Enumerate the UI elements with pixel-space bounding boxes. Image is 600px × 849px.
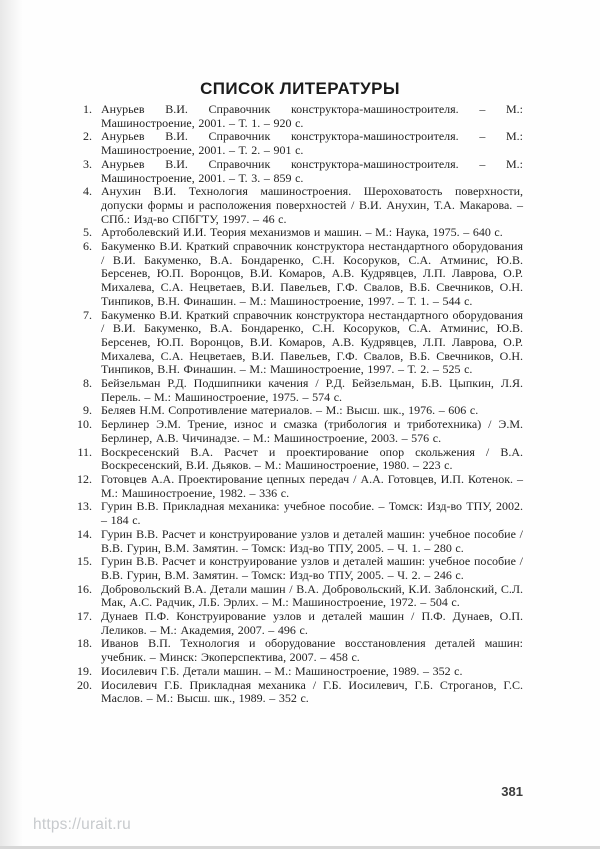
reference-text: Гурин В.В. Прикладная механика: учебное пособие. – Томск: Изд-во ТПУ, 2002. – 184 с. [101, 499, 523, 528]
list-item [68, 404, 523, 418]
reference-number: 10. [77, 417, 92, 432]
reference-number: 9. [83, 403, 92, 418]
reference-number: 13. [77, 499, 92, 514]
list-item [68, 130, 523, 157]
reference-number: 2. [83, 129, 92, 144]
reference-text: Дунаев П.Ф. Конструирование узлов и деталей машин / П.Ф. Дунаев, О.П. Леликов. – М.: Академия, 2007. – 496 с. [101, 609, 523, 637]
list-item [68, 555, 523, 582]
list-item [68, 610, 523, 637]
reference-number: 6. [83, 239, 92, 254]
reference-text: Бакуменко В.И. Краткий справочник конструктора нестандартного оборудования / В.И. Бакуменко, В.А. Бондаренко, С.Н. Косоруков, С.А. Атминис, Ю.В. Берсенев, Ю.П. Воронцов, В.И. Комаров, А.В. Кудрявцев, Л.П. Лаврова, О.Р. Михалева, С.А. Нецветаев, В.И. Павельев, Г.Ф. Свалов, В.Б. Свечников, О.Н. Тинпиков, В.Н. Финашин. – М.: Машиностроение, 1997. – Т. 1. – 544 с. [101, 239, 523, 308]
list-item [68, 500, 523, 527]
reference-list [68, 103, 523, 706]
reference-number: 7. [83, 307, 92, 322]
list-item [68, 637, 523, 664]
list-item [68, 226, 523, 240]
reference-number: 20. [77, 677, 92, 692]
list-item [68, 185, 523, 226]
reference-text: Добровольский В.А. Детали машин / В.А. Добровольский, К.И. Заблонский, С.Л. Мак, А.С. Радчик, Л.Б. Эрлих. – М.: Машиностроение, 1972. – 504 с. [101, 581, 523, 610]
list-item [68, 418, 523, 445]
reference-number: 8. [83, 376, 92, 391]
reference-text: Иосилевич Г.Б. Прикладная механика / Г.Б. Иосилевич, Г.Б. Строганов, Г.С. Маслов. – М.: Высш. шк., 1989. – 352 с. [101, 677, 523, 706]
list-item [68, 309, 523, 378]
reference-text: Анухин В.И. Технология машиностроения. Шероховатость поверхности, допуски формы и расположения поверхностей / В.И. Анухин, Т.А. Макарова. – СПб.: Изд-во СПбГТУ, 1997. – 46 с. [101, 184, 523, 226]
reference-number: 14. [77, 526, 92, 541]
reference-text: Анурьев В.И. Справочник конструктора-машиностроителя. – М.: Машиностроение, 2001. – Т. 2. – 901 с. [101, 129, 523, 158]
watermark-url: https://urait.ru [33, 816, 131, 833]
page-left-edge-shadow [0, 0, 22, 849]
reference-text: Артоболевский И.И. Теория механизмов и машин. – М.: Наука, 1975. – 640 с. [101, 225, 503, 240]
page-number: 381 [501, 784, 523, 799]
reference-number: 3. [83, 156, 92, 171]
reference-number: 4. [83, 184, 92, 199]
reference-text: Анурьев В.И. Справочник конструктора-машиностроителя. – М.: Машиностроение, 2001. – Т. 3. – 859 с. [101, 156, 523, 185]
reference-number: 17. [77, 609, 92, 624]
reference-number: 5. [83, 225, 92, 240]
reference-number: 1. [83, 102, 92, 116]
list-item [68, 446, 523, 473]
reference-text: Воскресенский В.А. Расчет и проектирование опор скольжения / В.А. Воскресенский, В.И. Дьяков. – М.: Машиностроение, 1980. – 223 с. [101, 444, 523, 473]
reference-number: 19. [77, 663, 92, 678]
list-item [68, 473, 523, 500]
reference-text: Иосилевич Г.Б. Детали машин. – М.: Машиностроение, 1989. – 352 с. [101, 663, 463, 678]
reference-text: Гурин В.В. Расчет и конструирование узлов и деталей машин: учебное пособие / В.В. Гурин, В.М. Замятин. – Томск: Изд-во ТПУ, 2005. – Ч. 2. – 246 с. [101, 554, 523, 582]
reference-number: 12. [77, 471, 92, 486]
list-item [68, 679, 523, 706]
reference-number: 16. [77, 581, 92, 596]
list-item [68, 240, 523, 309]
reference-text: Готовцев А.А. Проектирование цепных передач / А.А. Готовцев, И.П. Котенок. – М.: Машиностроение, 1982. – 336 с. [101, 471, 523, 500]
reference-text: Беляев Н.М. Сопротивление материалов. – М.: Высш. шк., 1976. – 606 с. [101, 403, 479, 418]
reference-text: Бейзельман Р.Д. Подшипники качения / Р.Д. Бейзельман, Б.В. Цыпкин, Л.Я. Перель. – М.: Машиностроение, 1975. – 574 с. [101, 376, 523, 404]
list-item [68, 103, 523, 130]
reference-number: 15. [77, 554, 92, 569]
reference-text: Гурин В.В. Расчет и конструирование узлов и деталей машин: учебное пособие / В.В. Гурин, В.М. Замятин. – Томск: Изд-во ТПУ, 2005. – Ч. 1. – 280 с. [101, 526, 523, 555]
reference-number: 11. [77, 444, 92, 459]
reference-number: 18. [77, 636, 92, 651]
reference-text: Иванов В.П. Технология и оборудование восстановления деталей машин: учебник. – Минск: Экоперспектива, 2007. – 458 с. [101, 636, 523, 665]
list-item [68, 528, 523, 555]
list-item [68, 158, 523, 185]
reference-text: Анурьев В.И. Справочник конструктора-машиностроителя. – М.: Машиностроение, 2001. – Т. 1. – 920 с. [101, 102, 523, 130]
reference-text: Берлинер Э.М. Трение, износ и смазка (трибология и триботехника) / Э.М. Берлинер, А.В. Чичинадзе. – М.: Машиностроение, 2003. – 576 с. [101, 417, 523, 445]
list-item [68, 583, 523, 610]
reference-text: Бакуменко В.И. Краткий справочник конструктора нестандартного оборудования / В.И. Бакуменко, В.А. Бондаренко, С.Н. Косоруков, С.А. Атминис, Ю.В. Берсенев, Ю.П. Воронцов, В.И. Комаров, А.В. Кудрявцев, Л.П. Лаврова, О.Р. Михалева, С.А. Нецветаев, В.И. Павельев, Г.Ф. Свалов, В.Б. Свечников, О.Н. Тинпиков, В.Н. Финашин. – М.: Машиностроение, 1997. – Т. 2. – 525 с. [101, 307, 523, 377]
page-title: СПИСОК ЛИТЕРАТУРЫ [200, 79, 400, 99]
list-item [68, 665, 523, 679]
list-item [68, 377, 523, 404]
